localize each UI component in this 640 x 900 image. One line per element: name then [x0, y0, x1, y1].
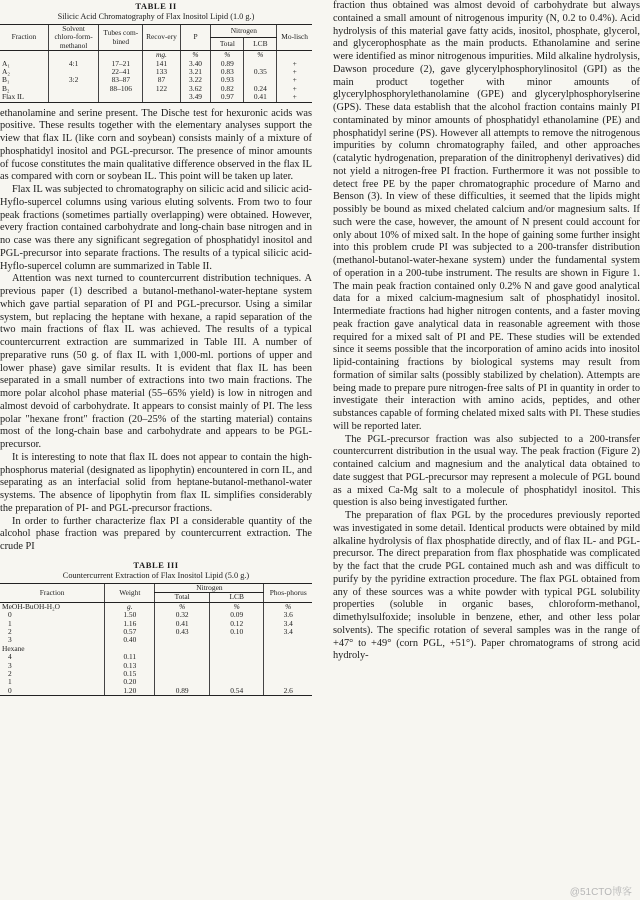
col-header-molisch: Mo-lisch: [277, 25, 312, 51]
table-row: [0, 662, 312, 670]
cell-weight: 0.13: [105, 662, 155, 670]
col-header-total: Total: [211, 38, 244, 51]
table-row: [0, 653, 312, 661]
left-body-text: [0, 108, 312, 554]
unit-p: %: [180, 51, 211, 60]
cell-solvent: 4:1: [48, 60, 99, 68]
cell-tubes: 22–41: [99, 68, 143, 76]
col-header-phosphorus: Phos-phorus: [264, 583, 312, 602]
cell-phosphorus: [264, 653, 312, 661]
cell-fraction: 0: [0, 687, 105, 696]
cell-total-n: [155, 662, 210, 670]
cell-phosphorus: 2.6: [264, 687, 312, 696]
cell-lcb: 0.54: [209, 687, 264, 696]
table-row: [0, 687, 312, 696]
unit-weight: g.: [105, 602, 155, 611]
cell-lcb: 0.09: [209, 611, 264, 619]
table-row: [0, 611, 312, 619]
cell-tubes: 83–87: [99, 76, 143, 84]
cell-fraction: 4: [8, 652, 12, 662]
cell-total-n: 0.83: [211, 68, 244, 76]
cell-fraction: 1: [8, 677, 12, 687]
cell-lcb: 0.35: [244, 68, 277, 76]
col-header-weight: Weight: [105, 583, 155, 602]
unit-total: %: [155, 602, 210, 611]
table-row: [0, 670, 312, 678]
cell-total-n: 0.43: [155, 628, 210, 636]
cell-recovery: 141: [143, 60, 180, 68]
unit-phosphorus: %: [264, 602, 312, 611]
col-header-fraction: Fraction: [0, 25, 48, 51]
cell-p: 3.62: [180, 85, 211, 93]
cell-lcb: 0.24: [244, 85, 277, 93]
watermark: @51CTO博客: [569, 887, 632, 898]
table-row: [0, 678, 312, 686]
group-label: MeOH-BuOH-H₂O: [2, 601, 60, 611]
cell-fraction: 0: [8, 610, 12, 620]
col-header-p: P: [180, 25, 211, 51]
cell-weight: 1.16: [105, 620, 155, 628]
col-header-nitrogen: Nitrogen: [155, 583, 264, 592]
table-3-title: TABLE III: [133, 559, 179, 570]
cell-lcb: [209, 636, 264, 644]
col-header-recovery: Recov-ery: [143, 25, 180, 51]
cell-fraction: 3: [8, 660, 12, 670]
cell-tubes: [99, 93, 143, 102]
unit-lcb: %: [244, 51, 277, 60]
cell-weight: 0.20: [105, 678, 155, 686]
cell-phosphorus: 3.4: [264, 628, 312, 636]
cell-phosphorus: 3.4: [264, 620, 312, 628]
cell-recovery: [143, 93, 180, 102]
cell-molisch: +: [277, 93, 312, 102]
unit-lcb: %: [209, 602, 264, 611]
cell-total-n: 0.93: [211, 76, 244, 84]
cell-lcb: [209, 653, 264, 661]
table-3: [0, 560, 312, 696]
cell-lcb: 0.12: [209, 620, 264, 628]
col-header-tubes: Tubes com-bined: [99, 25, 143, 51]
cell-fraction: 1: [8, 618, 12, 628]
paragraph: ethanolamine and serine present. The Dische test for hexuronic acids was positive. These results together with the elementary analyses support the view that flax IL (like corn and soybean) consists mainly of a mixture of phosphatidyl inositol and PGL-precursor. The presence of minor amounts of fucose constitutes the main qualitative difference observed in the flax IL as compared with corn or soybean IL. This point will be taken up later.: [0, 107, 312, 183]
cell-molisch: +: [277, 60, 312, 68]
table-row: [0, 628, 312, 636]
cell-phosphorus: 3.6: [264, 611, 312, 619]
paragraph: Attention was next turned to countercurrent distribution techniques. A previous paper (1) described a butanol-methanol-water-heptane system which gave partial separation of PI and PGL-precursor. Using a similar system, but replacing the heptane with hexane, a rapid separation of the two main fractions of flax IL was achieved. The results of a typical countercurrent extraction are summarized in Table III. A number of preparative runs (50 g. of flax IL with 1,000-ml. portions of upper and lower phase) gave similar results. It is evident that flax IL has been separated in a small number of extractions into two main fractions. The more polar alcohol phase material (55–65% yield) is low in nitrogen and almost devoid of carbohydrate. It appears to consist mainly of PI. The less polar "hexane front" fraction (20–25% of the starting material) contains most of the long-chain base and carbohydrate and appears to be PGL-precursor.: [0, 273, 312, 451]
cell-total-n: [155, 636, 210, 644]
table-group-row: [0, 645, 312, 653]
cell-phosphorus: [264, 662, 312, 670]
cell-weight: 1.20: [105, 687, 155, 696]
group-label: Hexane: [2, 643, 25, 653]
cell-p: 3.22: [180, 76, 211, 84]
cell-p: 3.49: [180, 93, 211, 102]
cell-lcb: [209, 670, 264, 678]
unit-recovery: mg.: [143, 51, 180, 60]
cell-total-n: 0.89: [211, 60, 244, 68]
col-header-fraction: Fraction: [0, 583, 105, 602]
cell-total-n: 0.89: [155, 687, 210, 696]
right-column: [333, 0, 640, 663]
cell-recovery: 87: [143, 76, 180, 84]
cell-solvent: [48, 93, 99, 102]
col-header-lcb: LCB: [209, 593, 264, 602]
table-2: [0, 1, 312, 103]
cell-phosphorus: [264, 636, 312, 644]
cell-fraction: B₂: [2, 83, 10, 93]
cell-weight: 0.11: [105, 653, 155, 661]
cell-p: 3.21: [180, 68, 211, 76]
cell-tubes: 17–21: [99, 60, 143, 68]
cell-weight: 0.57: [105, 628, 155, 636]
cell-solvent: 3:2: [48, 76, 99, 84]
paragraph: It is interesting to note that flax IL does not appear to contain the high-phosphorus material (designated as lipophytin) encountered in corn IL, and separating as an interfacial solid from heptane-butanol-methanol-water systems. The absence of lipophytin from flax IL simplifies considerably the preparation of PI- and PGL-precursor fractions.: [0, 451, 312, 514]
cell-fraction: 2: [8, 668, 12, 678]
table-2-grid: [0, 24, 312, 103]
cell-phosphorus: [264, 670, 312, 678]
cell-total-n: 0.41: [155, 620, 210, 628]
cell-fraction: Flax IL: [0, 93, 48, 102]
cell-total-n: 0.97: [211, 93, 244, 102]
cell-weight: 0.40: [105, 636, 155, 644]
col-header-nitrogen: Nitrogen: [211, 25, 277, 38]
cell-molisch: +: [277, 85, 312, 93]
units-row: [0, 602, 312, 611]
cell-weight: 1.50: [105, 611, 155, 619]
cell-lcb: 0.10: [209, 628, 264, 636]
cell-weight: 0.15: [105, 670, 155, 678]
paragraph: In order to further characterize flax PI a considerable quantity of the alcohol phase fraction was prepared by countercurrent extraction. The crude PI: [0, 515, 312, 553]
cell-total-n: 0.82: [211, 85, 244, 93]
cell-solvent: [48, 85, 99, 93]
table-row: [0, 636, 312, 644]
cell-total-n: [155, 670, 210, 678]
table-3-grid: [0, 583, 312, 696]
cell-molisch: +: [277, 68, 312, 76]
cell-fraction: 2: [8, 626, 12, 636]
cell-p: 3.40: [180, 60, 211, 68]
col-header-solvent: Solvent chloro-form-methanol: [48, 25, 99, 51]
cell-fraction: A₂: [2, 67, 10, 77]
cell-total-n: [155, 653, 210, 661]
left-column: [0, 0, 312, 696]
table-row: [0, 93, 312, 102]
cell-fraction: A₁: [2, 58, 10, 68]
col-header-total: Total: [155, 593, 210, 602]
paragraph: fraction thus obtained was almost devoid of carbohydrate but always contained a small amount of nitrogenous impurity (N, 0.2 to 0.4%). Acid hydrolysis of this material gave fatty acids, inositol, phosphate, glycerol, and glycerophosphate as the main products. Ethanolamine and serine were identified as minor nitrogenous impurities. Mild alkaline hydrolysis, Dawson procedure (2), gave glycerylphosphorylinositol (GPI) as the main product together with minor amounts of glycerylphosphorylethanolamine (GPE) and glycerylphosphorylserine (GPS). These data establish that the alcohol fraction contains mainly PI contaminated by minor amounts of phosphatidyl ethanolamine (PE) and phosphatidyl serine (PS). However all attempts to remove the nitrogenous impurities by column chromatography failed, and other approaches (catalytic hydrogenation, preparation of the dinitrophenyl derivatives) did not yield a nitrogen-free PI fraction. Furthermore it was not possible to detect free PE by the paper chromatographic procedure of Marno and Benson (3). In view of these difficulties, it seemed that the lipids might possibly be bound as mixed chelated calcium and/or magnesium salts. If such were the case, however, the amount of N present could account for only about 10% of mixed salt. In the hope of gaining some further insight into this problem crude PI was subjected to a 200-transfer distribution (methanol-butanol-water-hexane system) under the fundamental system of operation in a 200-tube instrument. The results are shown in Figure 1. The main peak fraction contained only 0.2% N and gave good analytical data for a mixed calcium-magnesium salt of phosphatidyl inositol. Intermediate fractions had higher nitrogen contents, and a faster moving peak fraction gave analytical data in reasonable agreement with those required for a mixed salt of PI and PE. These studies will be extended since it seems possible that the incorporation of amino acids into inositol lipid-containing fractions by biological systems may result from formation of similar salts (possibly stabilized by chelation). Attempts are being made to prepare pure nitrogen-free salts of PI in quantity in order to investigate their interaction with amino acids, peptides, and other substances capable of forming chelated mixed salts with PI. These studies will be reported later.: [333, 0, 640, 432]
table-row: [0, 620, 312, 628]
unit-total: %: [211, 51, 244, 60]
table-3-caption: Countercurrent Extraction of Flax Inositol Lipid (5.0 g.): [62, 570, 250, 580]
table-row: [0, 68, 312, 76]
paragraph: The preparation of flax PGL by the procedures previously reported was investigated in some detail. Identical products were obtained by mild alkaline hydrolysis of flax phosphatide directly, and of flax IL- and PGL-precursor. The direct preparation from flax phosphatide was complicated by the fact that the crude PGL contained much ash and was difficult to purify by the pyridine extraction procedure. The flax PGL obtained from any of these sources was a white powder with typical PGL solubility properties (soluble in organic bases, chloroform-methanol, dimethylsulfoxide; insoluble in benzene, ether, and other less polar solvents). The specific rotation of several samples was in the range of +47° to +49° (corn PGL, +51°). Paper chromatograms of strong acid hydroly-: [333, 510, 640, 662]
cell-tubes: 88–106: [99, 85, 143, 93]
cell-recovery: 133: [143, 68, 180, 76]
cell-fraction: B₁: [2, 75, 10, 85]
cell-lcb: 0.41: [244, 93, 277, 102]
cell-molisch: +: [277, 76, 312, 84]
table-2-caption: Silicic Acid Chromatography of Flax Inositol Lipid (1.0 g.): [57, 12, 255, 21]
paragraph: The PGL-precursor fraction was also subjected to a 200-transfer countercurrent distribution in the usual way. The peak fraction (Figure 2) contained calcium and magnesium and the analytical data obtained to date suggest that PGL-precursor may represent a molecule of PGL bound as a mixed Ca-Mg salt to a molecule of phosphatidyl inositol. This question is also being investigated further.: [333, 433, 640, 509]
col-header-lcb: LCB: [244, 38, 277, 51]
cell-total-n: 0.32: [155, 611, 210, 619]
cell-lcb: [209, 662, 264, 670]
cell-recovery: 122: [143, 85, 180, 93]
table-2-title: TABLE II: [135, 1, 177, 11]
cell-fraction: 3: [8, 635, 12, 645]
paragraph: Flax IL was subjected to chromatography on silicic acid and silicic acid-Hyflo-supercel columns using various eluting solvents. From two to four peak fractions (sometimes partially overlapping) were obtained. However, every fraction contained carbohydrate and long-chain base nitrogen and in no case was there any significant segregation of phosphatidyl inositol and PGL-precursor into separate fractions. The results of a typical silicic acid-Hyflo-supercel column are summarized in Table II.: [0, 184, 312, 272]
